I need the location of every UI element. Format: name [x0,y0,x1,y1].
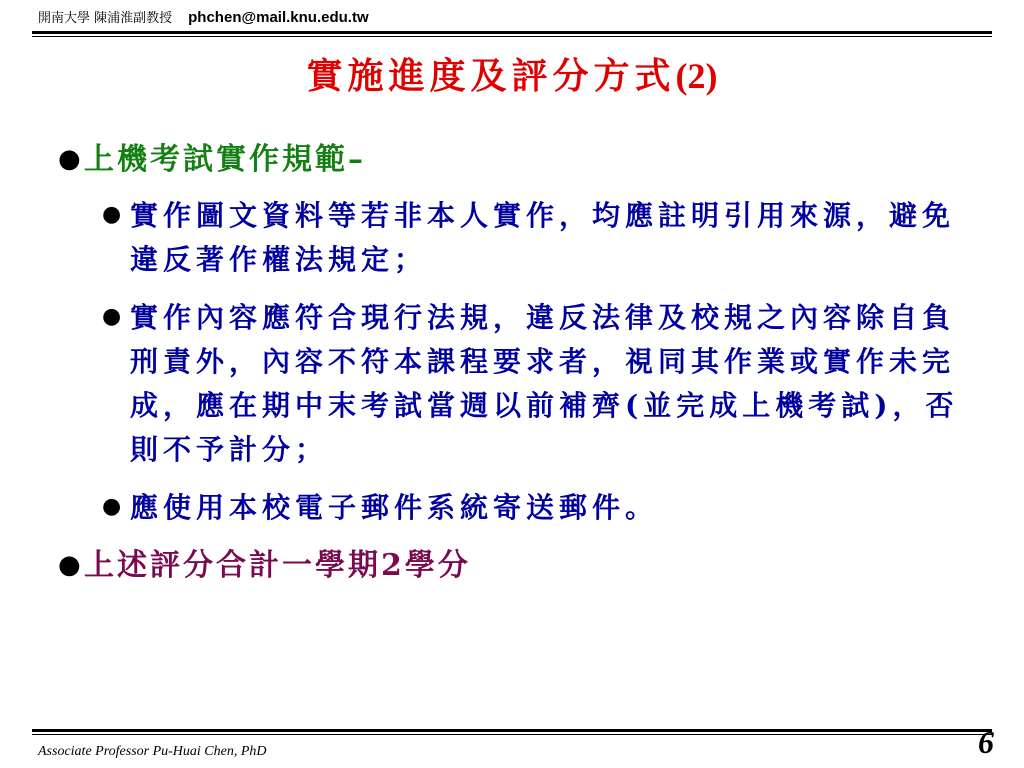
bullet-text: 上機考試實作規範– [84,142,366,177]
page-number: 6 [978,724,994,760]
sub-bullet-item [102,486,978,530]
slide-title-suffix: (2) [675,56,718,96]
bullet-icon: ● [102,202,122,227]
sub-bullet-item [102,194,978,282]
bullet-text: 上述評分合計一學期2學分 [84,548,471,583]
bullet-icon: ● [102,494,122,519]
header-rule-thick [32,31,992,34]
bullet-item-exam-rules [58,140,978,180]
sub-bullet-text: 實作內容應符合現行法規，違反法律及校規之內容除自負刑責外，內容不符本課程要求者，視同其作業或實作未完成，應在期中末考試當週以前補齊(並完成上機考試)，否則不予計分； [130,301,959,466]
sub-bullet-text: 實作圖文資料等若非本人實作，均應註明引用來源，避免違反著作權法規定； [130,199,956,276]
bullet-icon: ● [102,304,122,329]
bullet-item-credits [58,546,978,586]
footer-rule-thick [32,729,992,732]
slide-body [58,140,978,586]
slide-header [38,7,369,25]
slide-title-main: 實施進度及評分方式 [306,55,676,97]
footer-author: Associate Professor Pu-Huai Chen, PhD [38,744,267,759]
sub-bullet-text: 應使用本校電子郵件系統寄送郵件。 [130,491,659,524]
header-email: phchen@mail.knu.edu.tw [188,9,369,26]
header-rule-thin [32,36,992,37]
sub-bullet-item [102,296,978,472]
footer-rule-thin [32,734,992,735]
bullet-icon: ● [58,144,81,174]
slide-title [0,48,1024,99]
header-author: 開南大學 陳浦淮副教授 [38,11,173,26]
bullet-icon: ● [58,550,81,580]
